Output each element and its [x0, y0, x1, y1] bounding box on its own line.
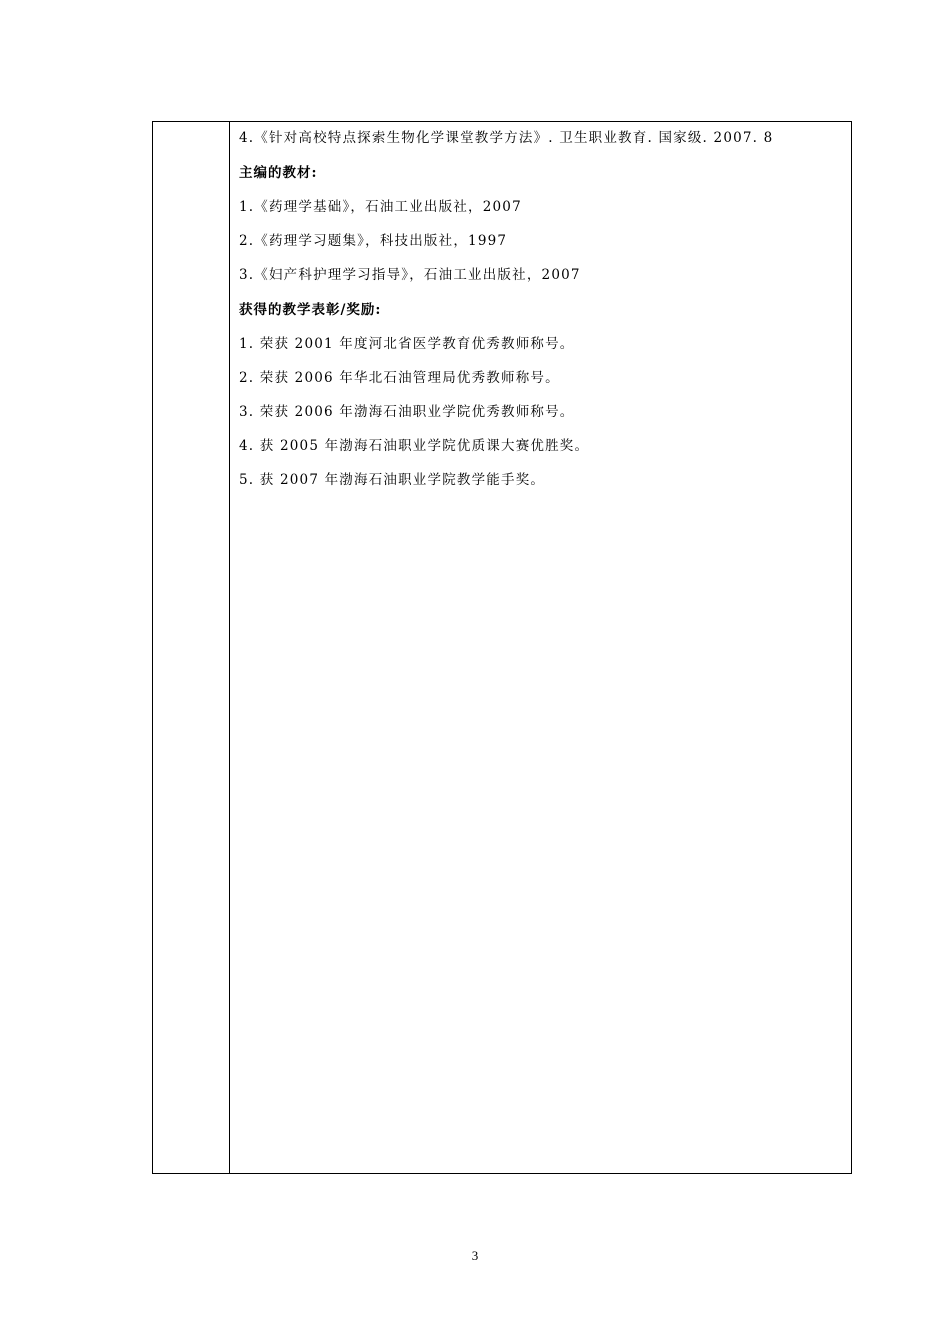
- textbooks-heading: 主编的教材:: [239, 165, 318, 181]
- textbook-item: 2.《药理学习题集》，科技出版社，1997: [239, 233, 508, 249]
- textbook-item: 1.《药理学基础》，石油工业出版社，2007: [239, 199, 522, 215]
- award-item: 5. 获 2007 年渤海石油职业学院教学能手奖。: [239, 472, 546, 488]
- page-number: 3: [471, 1248, 479, 1263]
- award-item: 2. 荣获 2006 年华北石油管理局优秀教师称号。: [239, 370, 560, 386]
- award-item: 3. 荣获 2006 年渤海石油职业学院优秀教师称号。: [239, 404, 575, 420]
- award-item: 4. 获 2005 年渤海石油职业学院优质课大赛优胜奖。: [239, 438, 590, 454]
- content-cell: [239, 122, 845, 1173]
- paper-item-4: 4.《针对高校特点探索生物化学课堂教学方法》. 卫生职业教育. 国家级. 2007. 8: [239, 130, 774, 146]
- textbook-item: 3.《妇产科护理学习指导》，石油工业出版社，2007: [239, 267, 581, 283]
- awards-heading: 获得的教学表彰/奖励:: [239, 302, 382, 318]
- award-item: 1. 荣获 2001 年度河北省医学教育优秀教师称号。: [239, 336, 575, 352]
- form-table: [152, 121, 852, 1174]
- label-column-cell: [153, 122, 230, 1173]
